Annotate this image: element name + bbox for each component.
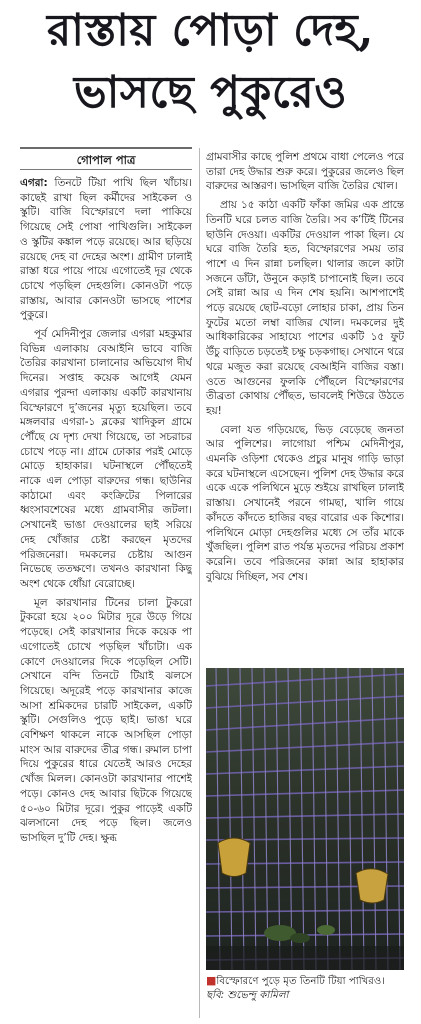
headline — [0, 0, 421, 142]
article-paragraph — [20, 176, 192, 323]
article-paragraph: মূল কারখানার টিনের চালা টুকরো টুকরো হয়ে ২০০ মিটার দূরে উড়ে গিয়ে পড়েছে। সেই কারখানার দিকে কয়েক পা এগোতেই চোখে পড়ছিল খাঁচাটা। এক কোণে দেওয়ালের দিকে পড়েছিল সেটি। সেখানে বন্দি তিনটে টিয়াই ঝলসে গিয়েছে। অদূরেই পড়ে কারখানার কাজে আসা শ্রমিকদের চারটি সাইকেল, একটি স্কুটি। সেগুলিও পুড়ে ছাই। ভাঙা ঘরে বেশিক্ষণ থাকলে নাকে আসছিল পোড়া মাংস আর বারুদের তীব্র গন্ধ। রুমাল চাপা দিয়ে পুকুরের ধারে যেতেই আরও দেহের খোঁজ মিলল। কোনওটা কারখানার পাশেই পড়ে। কোনও দেহ আবার ছিটকে গিয়েছে ৫০-৬০ মিটার দূরে। পুকুর পাড়েই একটি ঝলসানো দেহ পড়ে ছিল। জলেও ভাসছিল দু’টি দেহ। ক্ষুব্ধ — [20, 596, 192, 844]
photo-caption — [206, 974, 404, 1003]
cage-illustration — [206, 668, 404, 970]
headline-line-1: রাস্তায় পোড়া দেহ, — [47, 5, 374, 56]
dateline: এগরা: — [20, 177, 48, 189]
yellow-feeder-left — [218, 838, 250, 877]
article-paragraph: পূর্ব মেদিনীপুর জেলার এগরা মহকুমার বিভিন্ন এলাকায় বেআইনি ভাবে বাজি তৈরির কারখানা চালানোর অভিযোগ দীর্ঘ দিনের। সপ্তাহ কয়েক আগেই যেমন এগরার পুরন্দা এলাকায় একটি কারখানায় বিস্ফোরণে দু’জনের মৃত্যু হয়েছিল। তবে মঙ্গলবার এগরা-১ ব্লকের খাদিকুল গ্রামে পৌঁছে যে দৃশ্য দেখা গিয়েছে, তা সচরাচর চোখে পড়ে না। গ্রামে ঢোকার পরই মোড়ে মোড়ে হাহাকার। ঘটনাস্থলে পৌঁছতেই নাকে এল পোড়া বারুদের গন্ধ। ছাউনির কাঠামো এবং কংক্রিটের পিলারের ধ্বংসাবশেষের মধ্যে গ্রামবাসীর জটলা। সেখানেই ভাঙা দেওয়ালের ছাই সরিয়ে দেহ খোঁজার চেষ্টা করছেন মৃতদের পরিজনেরা। দমকলের চেষ্টায় আগুন নিভেছে ততক্ষণে। তখনও কারখানা কিছু অংশ থেকে ধোঁয়া বেরোচ্ছে। — [20, 328, 192, 590]
caption-text: বিস্ফোরণে পুড়ে মৃত তিনটি টিয়া পাখিরও। — [216, 976, 386, 987]
byline-box — [20, 147, 192, 170]
article-column-2 — [206, 150, 404, 662]
article-paragraph: গ্রামবাসীর কাছে পুলিশ প্রথমে বাধা পেলেও পরে তারা দেহ উদ্ধার শুরু করে। পুকুরের জলেও ছিল বারুদের আস্তরণ। ভাসছিল বাজি তৈরির খোল। — [206, 151, 404, 193]
byline: গোপাল পাত্র — [76, 153, 136, 167]
article-paragraph: প্রায় ১৫ কাঠা একটি ফাঁকা জমির এক প্রান্তে তিনটি ঘরে চলত বাজি তৈরি। সব ক’টিই টিনের ছাউনি দেওয়া। একটির দেওয়াল পাকা ছিল। যে ঘরে বাজি তৈরি হত, বিস্ফোরণের সময় তার পাশে এ দিন রান্না চলছিল। থালার জলে কাটা সজনে ডাঁটা, উনুনে কড়াই চাপানোই ছিল। তবে সেই রান্না আর এ দিন শেষ হয়নি। আশপাশেই পড়ে রয়েছে ছোট-বড়ো লোহার চাকা, প্রায় তিন ফুটের মতো লম্বা বাজির খোল। দমকলের দুই আধিকারিকের সাহায্যে পাশের একটি ১৫ ফুট উঁচু বাড়িতে চড়তেই চক্ষু চড়কগাছ। সেখানে থরে থরে মজুত করা রয়েছে বেআইনি বাজির বস্তা। ওতে আগুনের ফুলকি পৌঁছলে বিস্ফোরণের তীব্রতা কোথায় পৌঁছত, ভাবলেই শিউরে উঠতে হয়! — [206, 199, 404, 417]
article-column-1 — [20, 176, 192, 1016]
yellow-feeder-right — [356, 869, 388, 903]
headline-line-2: ভাসছে পুকুরেও — [73, 67, 348, 118]
article-paragraph: বেলা যত গড়িয়েছে, ভিড় বেড়েছে জনতা আর পুলিশের। লাগোয়া পশ্চিম মেদিনীপুর, এমনকি ওড়িশা থেকেও প্রচুর মানুষ গাড়ি ভাড়া করে ঘটনাস্থলে এসেছেন। পুলিশ দেহ উদ্ধার করে একে একে পলিথিনে মুড়ে শুইয়ে রাখছিল ঢালাই রাস্তায়। সেখানেই পরনে গামছা, খালি গায়ে কাঁদতে কাঁদতে হাজির বছর বারোর এক কিশোর। পলিথিনে মোড়া দেহগুলির মধ্যে সে তাঁর মাকে খুঁজছিল। পুলিশ রাত পর্যন্ত মৃতদের পরিচয় প্রকাশ করেনি। তবে পরিজনের কান্না আর হাহাকার বুঝিয়ে দিচ্ছিল, সব শেষ। — [206, 423, 404, 583]
photo-burnt-cage — [206, 668, 404, 970]
caption-marker-icon: ■ — [206, 974, 217, 987]
paragraph-text: তিনটে টিয়া পাখি ছিল খাঁচায়। কাছেই রাখা ছিল কর্মীদের সাইকেল ও স্কুটি। বাজি বিস্ফোরণে দলা পাকিয়ে গিয়েছে সেই পোষা পাখিগুলি। সাইকেল ও স্কুটির কঙ্কাল পড়ে রয়েছে। আর ছড়িয়ে রয়েছে দেহ বা দেহের অংশ। গ্রামীণ ঢালাই রাস্তা ধরে পায়ে পায়ে এগোতেই দূর থেকে চোখে পড়ছিল দেহগুলি। কোনওটা পড়ে রাস্তায়, আবার কোনওটা ভাসছে পাশের পুকুরে। — [20, 177, 192, 322]
photo-credit: ছবি: শুভেন্দু কামিলা — [206, 990, 289, 1001]
column-divider — [199, 148, 200, 1018]
